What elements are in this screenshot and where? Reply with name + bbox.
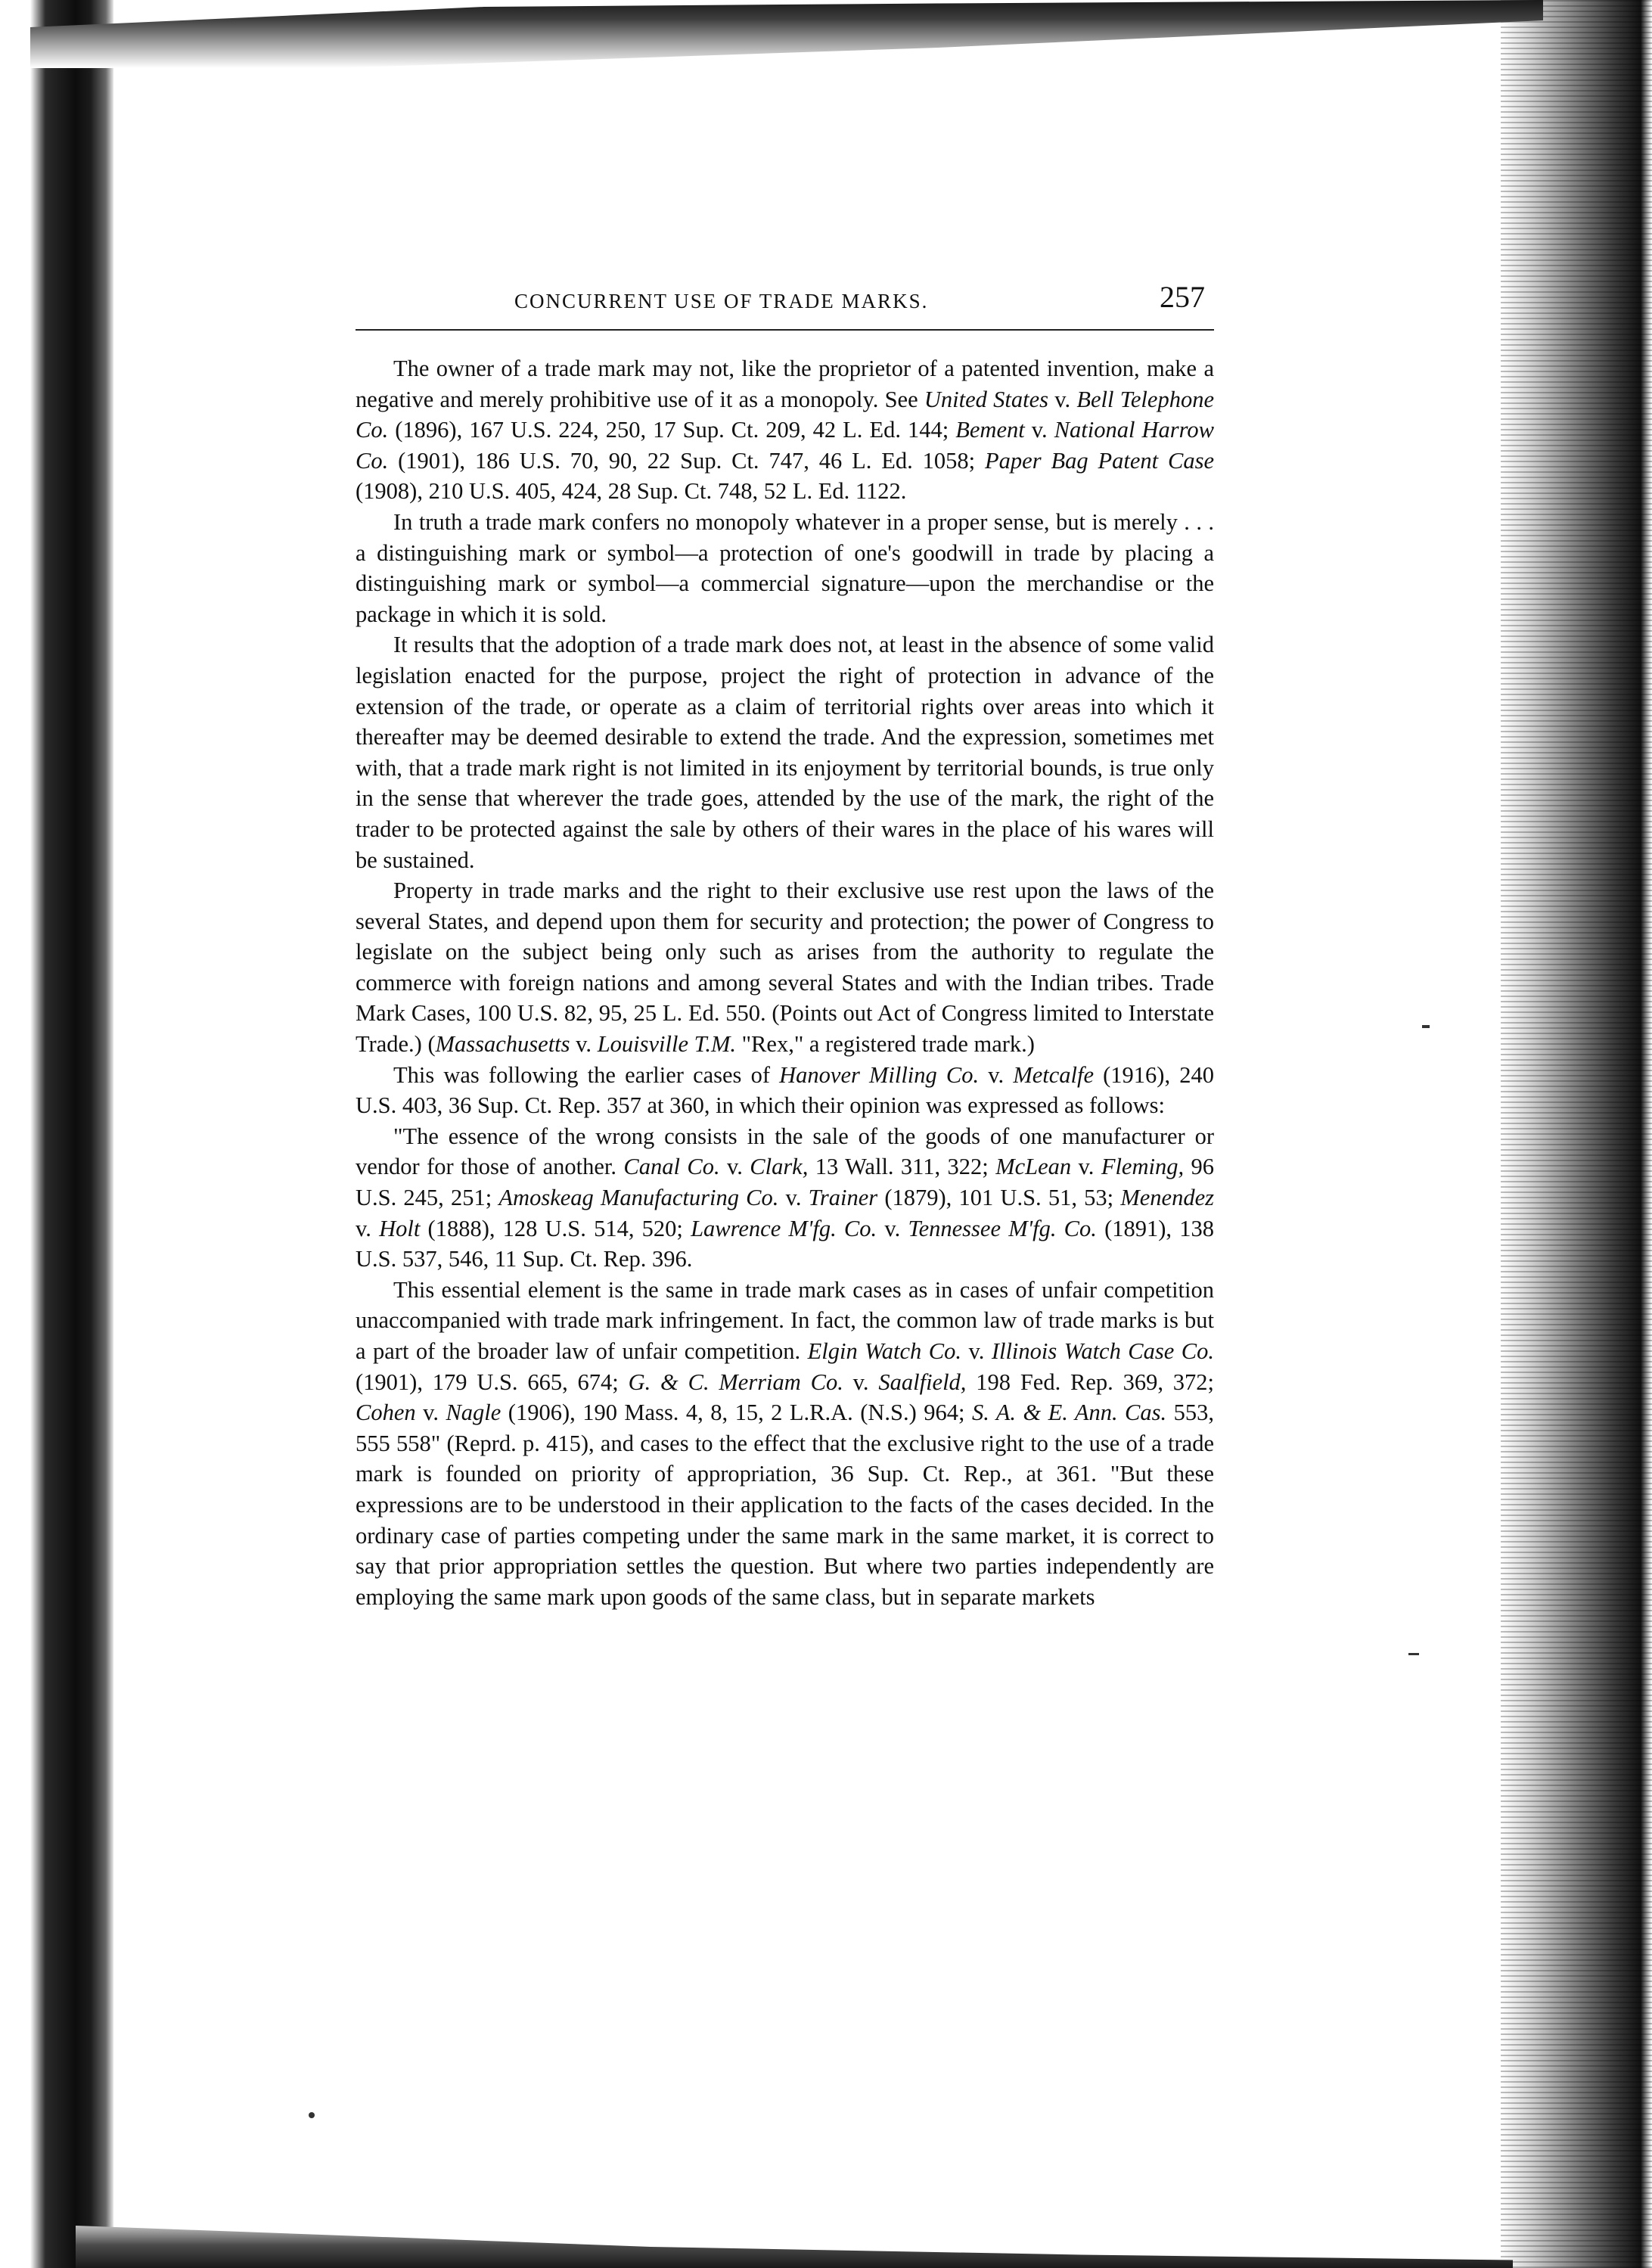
case-name: S. A. & E. Ann. Cas.	[971, 1400, 1167, 1426]
text-run: v.	[719, 1154, 750, 1180]
case-name: Saalfield,	[878, 1369, 967, 1395]
paragraph	[356, 353, 1214, 507]
text-run: 198 Fed. Rep. 369, 372;	[966, 1369, 1214, 1395]
text-run: (1901), 186 U.S. 70, 90, 22 Sup. Ct. 747, 46 L. Ed. 1058;	[388, 447, 986, 474]
running-header	[356, 280, 1214, 331]
case-name: Lawrence M'fg. Co.	[691, 1215, 877, 1241]
paragraph	[356, 629, 1214, 875]
body-text	[356, 353, 1214, 1612]
case-name: Menendez	[1120, 1185, 1214, 1211]
text-run: (1908), 210 U.S. 405, 424, 28 Sup. Ct. 748, 52 L. Ed. 1122.	[356, 478, 907, 505]
text-run: v.	[1048, 386, 1077, 412]
text-run: 96 U.S. 245, 251;	[356, 1154, 1214, 1211]
case-name: Trainer	[808, 1185, 878, 1211]
page-edge-shadow	[1501, 0, 1652, 2268]
case-name: G. & C. Merriam Co.	[628, 1369, 843, 1395]
text-run: (1879), 101 U.S. 51, 53;	[877, 1185, 1121, 1211]
text-run: It results that the adoption of a trade mark does not, at least in the absence of some valid legislation enacted for the purpose, project the right of protection in advance of the extension of the trade, or operate as a claim of territorial rights over areas into which it thereafter may be deemed desirable to extend the trade. And the expression, sometimes met with, that a trade mark right is not limited in its enjoyment by territorial bounds, is true only in the sense that wherever the trade goes, attended by the use of the mark, the right of the trader to be protected against the sale by others of their wares in the place of his wares will be sustained.	[356, 632, 1214, 873]
text-run: v.	[1024, 417, 1054, 443]
text-run: v.	[843, 1369, 879, 1395]
text-run: v.	[979, 1061, 1014, 1088]
case-name: Bell Telephone Co.	[356, 386, 1214, 443]
case-name: McLean	[995, 1154, 1072, 1180]
text-run: (1891), 138 U.S. 537, 546, 11 Sup. Ct. Rep. 396.	[356, 1215, 1214, 1272]
case-name: Bement	[955, 417, 1025, 443]
text-run: The owner of a trade mark may not, like the proprietor of a patented invention, make a negative and merely prohibitive use of it as a monopoly. See	[356, 356, 1214, 412]
text-run: v.	[1071, 1154, 1101, 1180]
paragraph	[356, 1121, 1214, 1275]
text-run: This was following the earlier cases of	[393, 1061, 780, 1088]
case-name: Massachusetts	[435, 1031, 570, 1058]
text-run: (1896), 167 U.S. 224, 250, 17 Sup. Ct. 209, 42 L. Ed. 144;	[388, 417, 956, 443]
case-name: Canal Co.	[623, 1154, 720, 1180]
case-name: United States	[924, 386, 1048, 412]
case-name: Clark,	[750, 1154, 809, 1180]
scan-speck	[1408, 1653, 1419, 1655]
case-name: Holt	[379, 1215, 421, 1241]
paragraph	[356, 875, 1214, 1060]
text-run: v.	[961, 1338, 992, 1364]
case-name: Tennessee M'fg. Co.	[908, 1215, 1097, 1241]
text-run: In truth a trade mark confers no monopoly whatever in a proper sense, but is merely . . . a distinguishing mark or symbol—a protection of one's goodwill in trade by placing a distinguishing mark or symbol—a commercial signature—upon the merchandise or the package in which it is sold.	[356, 508, 1214, 627]
case-name: Illinois Watch Case Co.	[991, 1338, 1214, 1364]
case-name: Elgin Watch Co.	[807, 1338, 961, 1364]
page-number: 257	[1160, 280, 1205, 314]
text-run: "The essence of the wrong consists in the sale of the goods of one manufacturer or vendor for those of another.	[356, 1123, 1214, 1180]
text-run: v.	[877, 1215, 908, 1241]
case-name: Fleming,	[1101, 1154, 1185, 1180]
paragraph	[356, 507, 1214, 629]
book-binding-shadow	[0, 0, 113, 2268]
scan-speck	[1422, 1025, 1430, 1028]
case-name: Amoskeag Manufacturing Co.	[498, 1185, 779, 1211]
text-run: "Rex," a registered trade mark.)	[735, 1031, 1035, 1058]
case-name: Metcalfe	[1013, 1061, 1095, 1088]
paragraph	[356, 1060, 1214, 1121]
text-run: (1901), 179 U.S. 665, 674;	[356, 1369, 629, 1395]
case-name: Nagle	[446, 1400, 502, 1426]
text-run: v.	[778, 1185, 809, 1211]
text-run: v.	[570, 1031, 598, 1058]
scan-speck	[309, 2112, 315, 2118]
text-run: (1906), 190 Mass. 4, 8, 15, 2 L.R.A. (N.S.) 964;	[501, 1400, 972, 1426]
text-run: This essential element is the same in trade mark cases as in cases of unfair competition unaccompanied with trade mark infringement. In fact, the common law of trade marks is but a part of the broader law of unfair competition.	[356, 1276, 1214, 1364]
text-run: 13 Wall. 311, 322;	[808, 1154, 996, 1180]
text-run: (1888), 128 U.S. 514, 520;	[420, 1215, 691, 1241]
case-name: Paper Bag Patent Case	[985, 447, 1214, 474]
case-name: Cohen	[356, 1400, 416, 1426]
case-name: National Harrow Co.	[356, 417, 1214, 474]
case-name: Hanover Milling Co.	[779, 1061, 980, 1088]
running-title: CONCURRENT USE OF TRADE MARKS.	[514, 290, 929, 312]
case-name: Louisville T.M.	[597, 1031, 736, 1058]
bottom-edge-shadow	[76, 2215, 1513, 2268]
text-run: 553, 555 558" (Reprd. p. 415), and cases to the effect that the exclusive right to the use of a trade mark is founded on priority of appropriation, 36 Sup. Ct. Rep., at 361. "But these expressions are to be understood in their application to the facts of the cases decided. In the ordinary case of parties competing under the same mark in the same market, it is correct to say that prior appropriation settles the question. But where two parties independently are employing the same mark upon goods of the same class, but in separate markets	[356, 1400, 1214, 1610]
book-page	[356, 280, 1214, 1612]
text-run: Property in trade marks and the right to their exclusive use rest upon the laws of the several States, and depend upon them for security and protection; the power of Congress to legislate on the subject being only such as arises from the authority to regulate the commerce with foreign nations and among several States and with the Indian tribes. Trade Mark Cases, 100 U.S. 82, 95, 25 L. Ed. 550. (Points out Act of Congress limited to Interstate Trade.) (	[356, 878, 1214, 1058]
paragraph	[356, 1275, 1214, 1613]
text-run: v.	[356, 1215, 380, 1241]
top-edge-shadow	[30, 0, 1543, 68]
text-run: v.	[415, 1400, 446, 1426]
text-run: (1916), 240 U.S. 403, 36 Sup. Ct. Rep. 357 at 360, in which their opinion was expressed as follows:	[356, 1061, 1214, 1119]
